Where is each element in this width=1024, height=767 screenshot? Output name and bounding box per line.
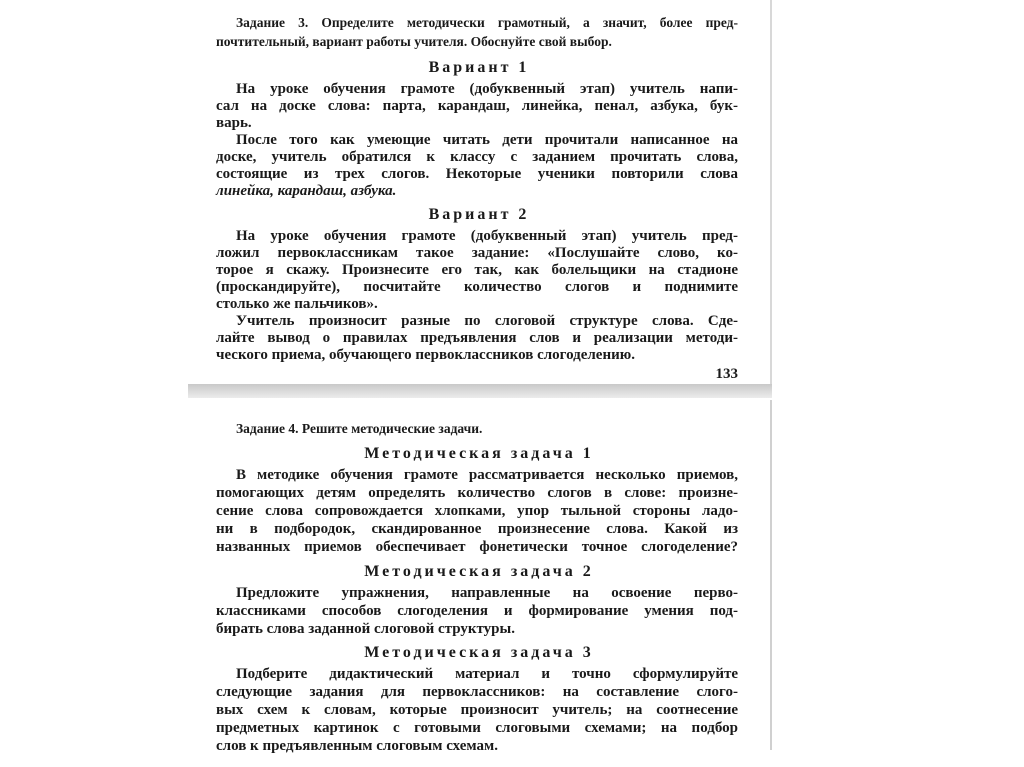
text-line: Предложите упражнения, направленные на освоение перво-	[236, 585, 738, 601]
text-line: бирать слова заданной слоговой структуры.	[216, 621, 515, 637]
text-line: варь.	[216, 115, 252, 131]
text-line: ни в подбородок, скандированное произнесение слова. Какой из	[216, 521, 738, 537]
text-line: торое я скажу. Произнесите его так, как болельщики на стадионе	[216, 262, 738, 278]
text-line: классниками способов слогоделения и формирование умения под-	[216, 603, 738, 619]
text-line: сал на доске слова: парта, карандаш, линейка, пенал, азбука, бук-	[216, 98, 738, 114]
text-line: линейка, карандаш, азбука.	[216, 183, 397, 199]
page-number: 133	[715, 366, 738, 382]
text-line: В методике обучения грамоте рассматривается несколько приемов,	[236, 467, 738, 483]
page-separator-shadow	[188, 384, 772, 398]
text-line: ческого приема, обучающего первоклассников слогоделению.	[216, 347, 635, 363]
text-line: состоящие из трех слогов. Некоторые ученики повторили слова	[216, 166, 738, 182]
task3-line: Задание 3. Определите методически грамотный, а значит, более пред-	[236, 15, 738, 30]
problem2-heading: Методическая задача 2	[364, 563, 594, 580]
text-line: На уроке обучения грамоте (добуквенный этап) учитель напи-	[236, 81, 738, 97]
text-line: названных приемов обеспечивает фонетически точное слогоделение?	[216, 539, 738, 555]
text-line: предметных картинок с готовыми слоговыми схемами; на подбор	[216, 720, 738, 736]
text-line: помогающих детям определять количество слогов в слове: произне-	[216, 485, 738, 501]
text-line: На уроке обучения грамоте (добуквенный этап) учитель пред-	[236, 228, 738, 244]
text-line: следующие задания для первоклассников: на составление слого-	[216, 684, 738, 700]
text-line: столько же пальчиков».	[216, 296, 378, 312]
text-line: слов к предъявленным слоговым схемам.	[216, 738, 499, 754]
task4-line: Задание 4. Решите методические задачи.	[236, 421, 483, 436]
variant2-heading: Вариант 2	[428, 206, 530, 223]
variant1-heading: Вариант 1	[428, 59, 530, 76]
book-page-next	[188, 400, 772, 754]
text-line: После того как умеющие читать дети прочитали написанное на	[236, 132, 738, 148]
text-line: лайте вывод о правилах предъявления слов и реализации методи-	[216, 330, 738, 346]
text-line: вых схем к словам, которые произносит учитель; на соотнесение	[216, 702, 738, 718]
problem3-heading: Методическая задача 3	[364, 644, 594, 661]
text-line: Учитель произносит разные по слоговой структуре слова. Сде-	[236, 313, 738, 329]
text-line: ложил первоклассникам такое задание: «Послушайте слово, ко-	[216, 245, 738, 261]
book-page-133	[188, 0, 772, 384]
text-line: Подберите дидактический материал и точно сформулируйте	[236, 666, 738, 682]
text-line: (проскандируйте), посчитайте количество слогов и поднимите	[216, 279, 738, 295]
problem1-heading: Методическая задача 1	[364, 445, 594, 462]
text-line: доске, учитель обратился к классу с заданием прочитать слова,	[216, 149, 738, 165]
text-line: сение слова сопровождается хлопками, упор тыльной стороны ладо-	[216, 503, 738, 519]
task3-line: почтительный, вариант работы учителя. Обоснуйте свой выбор.	[216, 34, 612, 49]
